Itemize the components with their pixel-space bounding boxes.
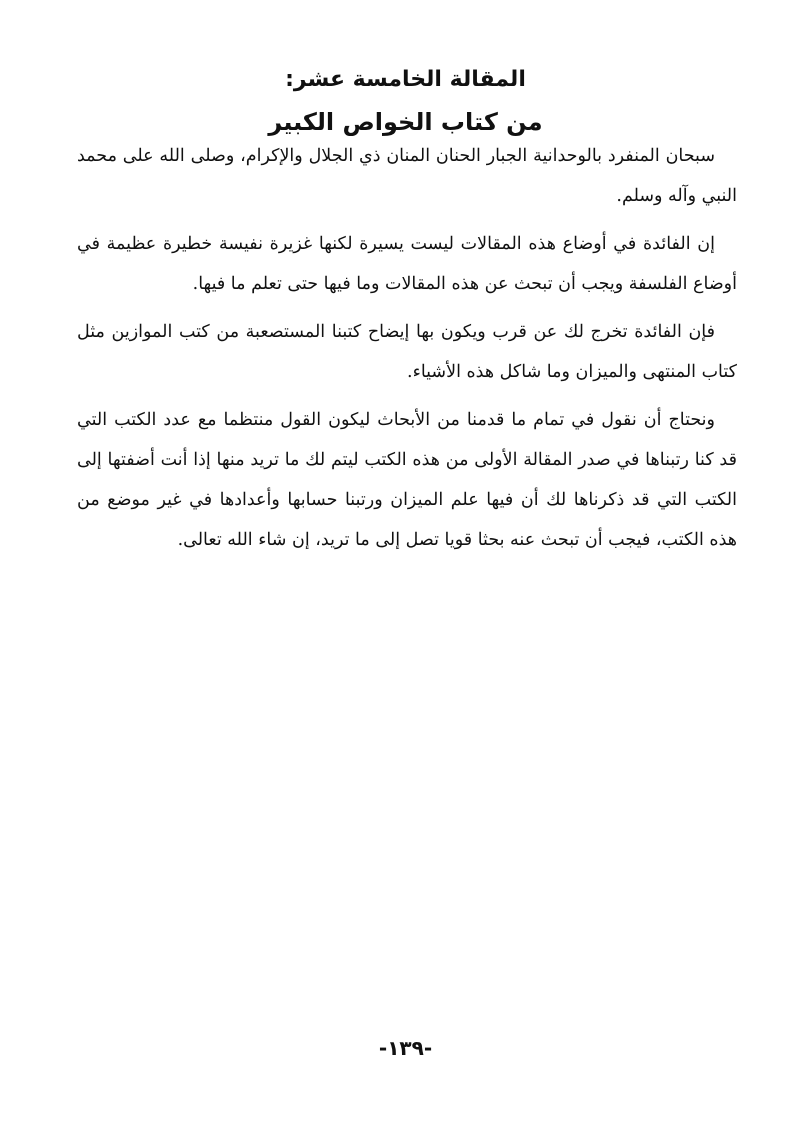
- heading-block: [0, 62, 811, 140]
- article-heading: المقالة الخامسة عشر:: [285, 67, 526, 92]
- page-number: -١٣٩-: [378, 1036, 433, 1060]
- paragraph: سبحان المنفرد بالوحدانية الجبار الحنان المنان ذي الجلال والإكرام، وصلى الله على محمد النبي وآله وسلم.: [77, 146, 737, 206]
- body-text: [77, 136, 737, 568]
- paragraph: ونحتاج أن نقول في تمام ما قدمنا من الأبحاث ليكون القول منتظما مع عدد الكتب التي قد كنا رتبناها في صدر المقالة الأولى من هذه الكتب ليتم لك ما تريد منها إذا أنت أضفتها إلى الكتب التي قد ذكرناها لك أن فيها علم الميزان ورتبنا حسابها وأعدادها في غير موضع من هذه الكتب، فيجب أن تبحث عنه بحثا قويا تصل إلى ما تريد، إن شاء الله تعالى.: [77, 410, 737, 550]
- paragraph: فإن الفائدة تخرج لك عن قرب ويكون بها إيضاح كتبنا المستصعبة من كتب الموازين مثل كتاب المنتهى والميزان وما شاكل هذه الأشياء.: [77, 322, 737, 382]
- book-title: من كتاب الخواص الكبير: [268, 108, 543, 136]
- paragraph: إن الفائدة في أوضاع هذه المقالات ليست يسيرة لكنها غزيرة نفيسة خطيرة عظيمة في أوضاع الفلسفة ويجب أن تبحث عن هذه المقالات وما فيها حتى تعلم ما فيها.: [77, 234, 737, 294]
